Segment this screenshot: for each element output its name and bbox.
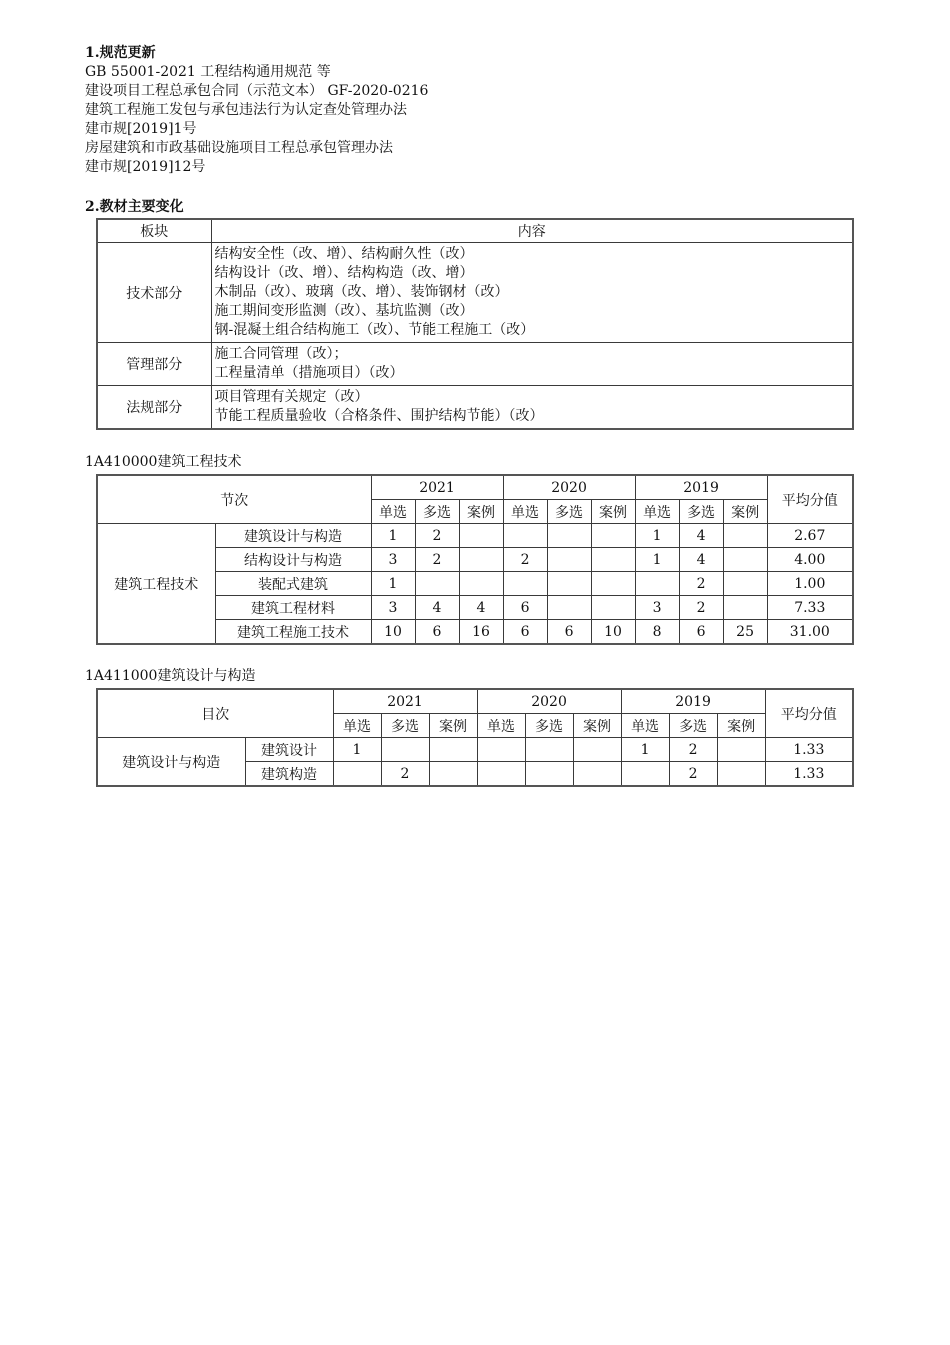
year-header: 2019 [621, 689, 765, 714]
value-cell: 1 [371, 524, 415, 548]
sub-header: 单选 [371, 500, 415, 524]
norm-line: 房屋建筑和市政基础设施项目工程总承包管理办法 [85, 140, 393, 156]
sub-header: 案例 [429, 714, 477, 738]
value-cell [547, 572, 591, 596]
header-section: 目次 [97, 689, 333, 738]
group-cell: 建筑设计与构造 [97, 738, 245, 787]
value-cell: 1 [371, 572, 415, 596]
section1-title: 1.规范更新 [85, 45, 156, 61]
value-cell: 2 [679, 596, 723, 620]
value-cell: 1 [635, 524, 679, 548]
value-cell [547, 548, 591, 572]
sub-header: 多选 [669, 714, 717, 738]
value-cell [635, 572, 679, 596]
row-name: 建筑工程材料 [215, 596, 371, 620]
value-cell [459, 524, 503, 548]
content-line: 项目管理有关规定（改） [214, 388, 369, 405]
content-line: 施工合同管理（改）； [214, 346, 348, 362]
avg-header: 平均分值 [767, 475, 853, 524]
value-cell [591, 596, 635, 620]
value-cell: 4 [415, 596, 459, 620]
value-cell [717, 762, 765, 787]
norm-line: 建设项目工程总承包合同（示范文本） GF-2020-0216 [85, 83, 429, 99]
value-cell [503, 572, 547, 596]
content-line: 施工期间变形监测（改）、基坑监测（改） [214, 303, 474, 319]
value-cell [459, 572, 503, 596]
norm-line: 建筑工程施工发包与承包违法行为认定查处管理办法 [85, 102, 407, 118]
content-line: 钢-混凝土组合结构施工（改）、节能工程施工（改） [214, 322, 535, 338]
value-cell: 3 [371, 596, 415, 620]
avg-cell: 4.00 [767, 548, 853, 572]
value-cell: 4 [459, 596, 503, 620]
value-cell [477, 762, 525, 787]
row-name: 建筑构造 [245, 762, 333, 787]
norm-line: 建市规[2019]12号 [85, 159, 206, 175]
year-header: 2021 [333, 689, 477, 714]
sub-header: 单选 [477, 714, 525, 738]
content-cell [211, 386, 853, 429]
row-name: 建筑工程施工技术 [215, 620, 371, 645]
value-cell: 10 [371, 620, 415, 645]
value-cell: 2 [669, 762, 717, 787]
value-cell [547, 596, 591, 620]
content-cell [211, 243, 853, 343]
table-row [97, 524, 853, 548]
block-cell: 技术部分 [97, 243, 211, 343]
value-cell: 4 [679, 548, 723, 572]
norm-line: GB 55001-2021 工程结构通用规范 等 [85, 64, 331, 80]
sub-header: 案例 [717, 714, 765, 738]
value-cell: 1 [635, 548, 679, 572]
header-block: 板块 [97, 219, 211, 243]
value-cell: 16 [459, 620, 503, 645]
value-cell [429, 762, 477, 787]
value-cell [591, 524, 635, 548]
value-cell: 3 [371, 548, 415, 572]
value-cell [429, 738, 477, 762]
value-cell: 6 [503, 596, 547, 620]
year-header: 2019 [635, 475, 767, 500]
content-line: 结构设计（改、增）、结构构造（改、增） [214, 265, 474, 281]
header-content: 内容 [211, 219, 853, 243]
value-cell: 6 [415, 620, 459, 645]
header-section: 节次 [97, 475, 371, 524]
value-cell: 2 [669, 738, 717, 762]
content-line: 节能工程质量验收（合格条件、围护结构节能）（改） [214, 407, 544, 424]
content-line: 木制品（改）、玻璃（改、增）、装饰钢材（改） [214, 284, 509, 300]
sub-header: 多选 [547, 500, 591, 524]
sub-header: 案例 [723, 500, 767, 524]
sub-header: 单选 [503, 500, 547, 524]
section2-title: 2.教材主要变化 [85, 199, 184, 215]
value-cell: 6 [679, 620, 723, 645]
value-cell: 10 [591, 620, 635, 645]
value-cell: 3 [635, 596, 679, 620]
value-cell [723, 596, 767, 620]
value-cell: 2 [415, 548, 459, 572]
sub-header: 单选 [333, 714, 381, 738]
sub-header: 案例 [591, 500, 635, 524]
sub-header: 案例 [459, 500, 503, 524]
score-table-design [96, 688, 854, 787]
sub-header: 单选 [635, 500, 679, 524]
sub-header: 单选 [621, 714, 669, 738]
value-cell [621, 762, 669, 787]
sub-header: 多选 [381, 714, 429, 738]
year-header: 2020 [477, 689, 621, 714]
sub-header: 案例 [573, 714, 621, 738]
table3-caption: 1A411000建筑设计与构造 [85, 668, 256, 684]
value-cell [415, 572, 459, 596]
value-cell: 6 [503, 620, 547, 645]
score-table-tech [96, 474, 854, 645]
value-cell [477, 738, 525, 762]
sub-header: 多选 [525, 714, 573, 738]
row-name: 建筑设计与构造 [215, 524, 371, 548]
section-norm-updates [85, 44, 855, 177]
avg-cell: 31.00 [767, 620, 853, 645]
value-cell [547, 524, 591, 548]
content-line: 结构安全性（改、增）、结构耐久性（改） [214, 246, 474, 262]
block-cell: 法规部分 [97, 386, 211, 429]
value-cell [503, 524, 547, 548]
value-cell: 2 [415, 524, 459, 548]
avg-cell: 7.33 [767, 596, 853, 620]
value-cell: 4 [679, 524, 723, 548]
avg-cell: 2.67 [767, 524, 853, 548]
value-cell [573, 738, 621, 762]
value-cell [723, 572, 767, 596]
value-cell: 2 [503, 548, 547, 572]
avg-header: 平均分值 [765, 689, 853, 738]
value-cell [723, 524, 767, 548]
value-cell: 25 [723, 620, 767, 645]
table2-caption: 1A410000建筑工程技术 [85, 454, 242, 470]
value-cell [591, 548, 635, 572]
year-header: 2021 [371, 475, 503, 500]
value-cell [333, 762, 381, 787]
value-cell: 8 [635, 620, 679, 645]
row-name: 建筑设计 [245, 738, 333, 762]
value-cell: 6 [547, 620, 591, 645]
value-cell: 1 [621, 738, 669, 762]
block-cell: 管理部分 [97, 343, 211, 386]
value-cell [591, 572, 635, 596]
value-cell [723, 548, 767, 572]
value-cell [717, 738, 765, 762]
year-header: 2020 [503, 475, 635, 500]
avg-cell: 1.33 [765, 738, 853, 762]
sub-header: 多选 [415, 500, 459, 524]
group-cell: 建筑工程技术 [97, 524, 215, 645]
content-line: 工程量清单（措施项目）（改） [214, 365, 404, 381]
table-row [97, 738, 853, 762]
value-cell: 2 [679, 572, 723, 596]
row-name: 装配式建筑 [215, 572, 371, 596]
document-page [85, 44, 855, 783]
norm-line: 建市规[2019]1号 [85, 121, 197, 137]
sub-header: 多选 [679, 500, 723, 524]
value-cell [525, 738, 573, 762]
value-cell [381, 738, 429, 762]
row-name: 结构设计与构造 [215, 548, 371, 572]
avg-cell: 1.33 [765, 762, 853, 787]
value-cell [459, 548, 503, 572]
value-cell: 2 [381, 762, 429, 787]
avg-cell: 1.00 [767, 572, 853, 596]
value-cell [573, 762, 621, 787]
value-cell: 1 [333, 738, 381, 762]
content-cell [211, 343, 853, 386]
textbook-changes-table [96, 218, 854, 430]
value-cell [525, 762, 573, 787]
